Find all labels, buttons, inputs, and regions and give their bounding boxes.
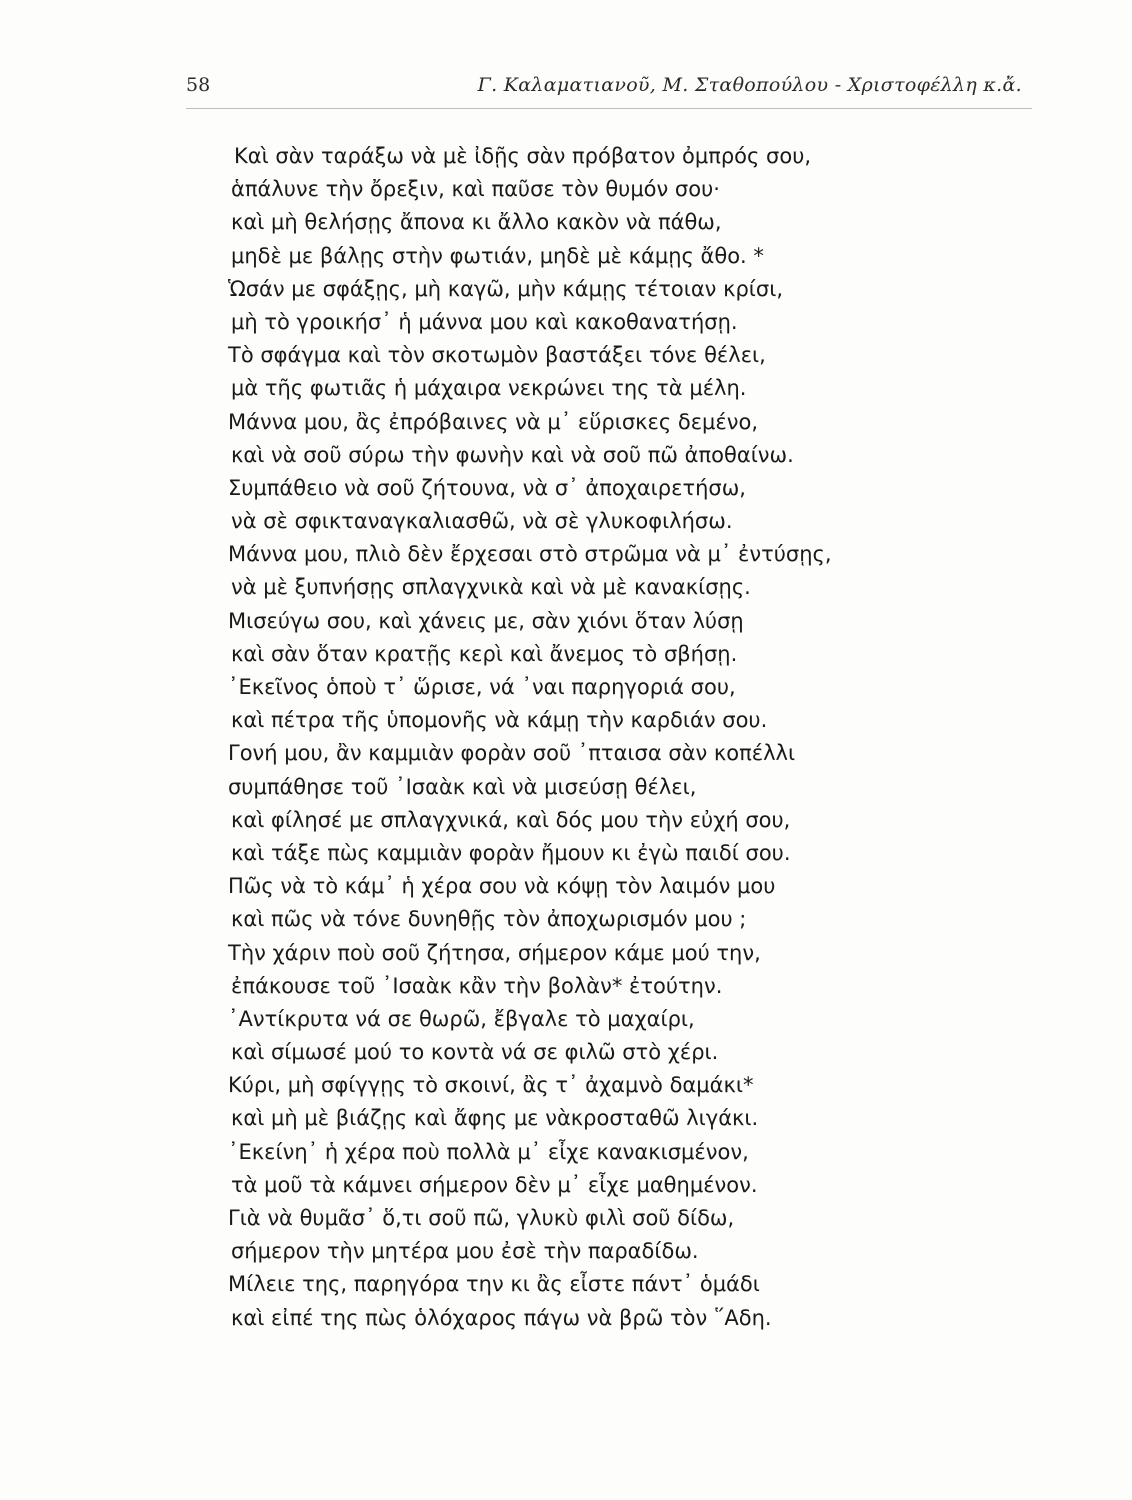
running-title: Γ. Καλαματιανοῦ, Μ. Σταθοπούλου - Χριστοφέλλη κ.ἄ. xyxy=(477,74,1022,96)
verse-line: μηδὲ με βάλῃς στὴν φωτιάν, μηδὲ μὲ κάμῃς ἄθο. * xyxy=(231,243,764,268)
verse-line: καὶ πέτρα τῆς ὑπομονῆς νὰ κάμῃ τὴν καρδιάν σου. xyxy=(231,708,768,733)
verse-line: καὶ νὰ σοῦ σύρω τὴν φωνὴν καὶ νὰ σοῦ πῶ ἀποθαίνω. xyxy=(231,442,794,467)
verse-line: συμπάθησε τοῦ ᾽Ισαὰκ καὶ νὰ μισεύσῃ θέλει, xyxy=(228,774,697,799)
verse-line: Μίλειε της, παρηγόρα την κι ἂς εἶστε πάντ᾽ ὁμάδι xyxy=(228,1272,760,1297)
verse-line: Γονή μου, ἂν καμμιὰν φορὰν σοῦ ᾽πταισα σὰν κοπέλλι xyxy=(228,741,796,766)
verse-line: ἐπάκουσε τοῦ ᾽Ισαὰκ κἂν τὴν βολὰν* ἐτούτην. xyxy=(231,973,723,998)
verse-line: Συμπάθειο νὰ σοῦ ζήτουνα, νὰ σ᾽ ἀποχαιρετήσω, xyxy=(228,475,746,500)
verse-line: καὶ φίλησέ με σπλαγχνικά, καὶ δός μου τὴν εὐχή σου, xyxy=(231,807,791,832)
verse-line: Καὶ σὰν ταράξω νὰ μὲ ἰδῇς σὰν πρόβατον ὀμπρός σου, xyxy=(234,144,812,168)
poem-text xyxy=(228,140,1018,1335)
page-header xyxy=(186,74,1032,110)
verse-line: καὶ τάξε πὼς καμμιὰν φορὰν ἤμουν κι ἐγὼ παιδί σου. xyxy=(231,840,791,865)
verse-line: μὴ τὸ γροικήσ᾽ ἡ μάννα μου καὶ κακοθανατήσῃ. xyxy=(231,309,738,334)
verse-line: Μάννα μου, πλιὸ δὲν ἔρχεσαι στὸ στρῶμα νὰ μ᾽ ἐντύσῃς, xyxy=(228,542,832,567)
verse-line: Πῶς νὰ τὸ κάμ᾽ ἡ χέρα σου νὰ κόψῃ τὸν λαιμόν μου xyxy=(228,874,776,899)
verse-line: μὰ τῆς φωτιᾶς ἡ μάχαιρα νεκρώνει της τὰ μέλη. xyxy=(231,376,747,401)
verse-line: νὰ μὲ ξυπνήσῃς σπλαγχνικὰ καὶ νὰ μὲ κανακίσῃς. xyxy=(231,575,751,600)
verse-line: καὶ σίμωσέ μού το κοντὰ νά σε φιλῶ στὸ χέρι. xyxy=(231,1040,719,1065)
verse-line: Γιὰ νὰ θυμᾶσ᾽ ὅ,τι σοῦ πῶ, γλυκὺ φιλὶ σοῦ δίδω, xyxy=(228,1206,735,1230)
verse-line: νὰ σὲ σφικταναγκαλιασθῶ, νὰ σὲ γλυκοφιλήσω. xyxy=(231,509,733,534)
page-number: 58 xyxy=(186,74,211,96)
header-rule xyxy=(186,108,1032,109)
verse-line: καὶ μὴ θελήσῃς ἄπονα κι ἄλλο κακὸν νὰ πάθω, xyxy=(231,210,722,235)
verse-line: τὰ μοῦ τὰ κάμνει σήμερον δὲν μ᾽ εἶχε μαθημένον. xyxy=(231,1172,758,1197)
verse-line: ἁπάλυνε τὴν ὄρεξιν, καὶ παῦσε τὸν θυμόν σου· xyxy=(231,177,720,202)
verse-line: Μάννα μου, ἂς ἐπρόβαινες νὰ μ᾽ εὕρισκες δεμένο, xyxy=(228,409,759,434)
verse-line: καὶ σὰν ὅταν κρατῇς κερὶ καὶ ἄνεμος τὸ σβήσῃ. xyxy=(231,641,738,666)
verse-line: Τὴν χάριν ποὺ σοῦ ζήτησα, σήμερον κάμε μού την, xyxy=(228,940,761,965)
verse-line: καὶ εἰπέ της πὼς ὁλόχαρος πάγω νὰ βρῶ τὸν ῞Αδη. xyxy=(231,1305,772,1330)
verse-line: σήμερον τὴν μητέρα μου ἐσὲ τὴν παραδίδω. xyxy=(231,1239,699,1264)
verse-line: ᾽Αντίκρυτα νά σε θωρῶ, ἔβγαλε τὸ μαχαίρι, xyxy=(228,1006,695,1031)
verse-line: Μισεύγω σου, καὶ χάνεις με, σὰν χιόνι ὅταν λύσῃ xyxy=(228,608,744,633)
verse-line: καὶ πῶς νὰ τόνε δυνηθῇς τὸν ἀποχωρισμόν μου ; xyxy=(231,907,747,932)
verse-line: Κύρι, μὴ σφίγγῃς τὸ σκοινί, ἂς τ᾽ ἀχαμνὸ δαμάκι* xyxy=(228,1073,754,1098)
verse-line: ᾽Εκεῖνος ὁποὺ τ᾽ ὥρισε, νά ᾽ναι παρηγοριά σου, xyxy=(228,675,736,699)
verse-line: ᾽Εκείνη᾽ ἡ χέρα ποὺ πολλὰ μ᾽ εἶχε κανακισμένον, xyxy=(228,1139,749,1164)
verse-line: καὶ μὴ μὲ βιάζῃς καὶ ἄφης με νὰκροσταθῶ λιγάκι. xyxy=(231,1106,759,1131)
verse-line: Τὸ σφάγμα καὶ τὸν σκοτωμὸν βαστάξει τόνε θέλει, xyxy=(228,343,766,368)
verse-line: Ὡσάν με σφάξῃς, μὴ καγῶ, μὴν κάμῃς τέτοιαν κρίσι, xyxy=(228,276,783,301)
